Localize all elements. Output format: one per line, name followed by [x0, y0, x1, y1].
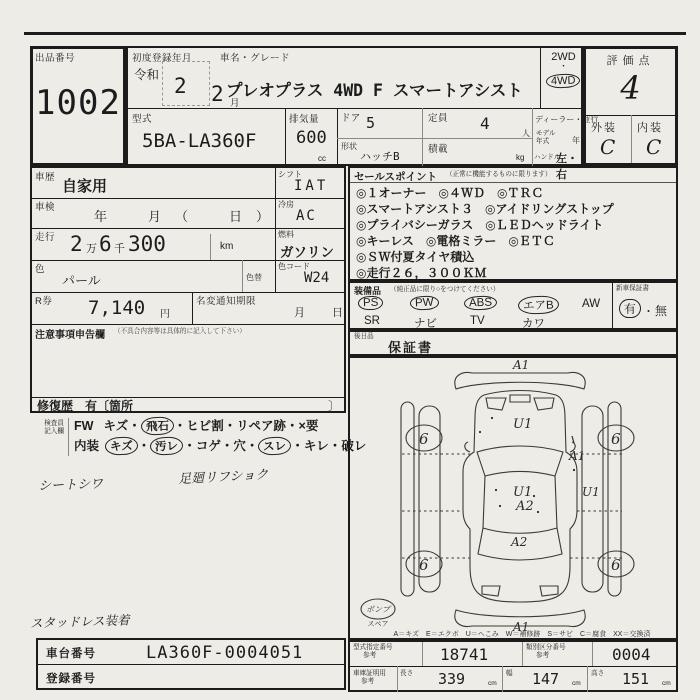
chassis-table — [36, 638, 346, 690]
shift-label: シフト — [278, 170, 302, 179]
type-designation-label: 型式指定番号 参考 — [353, 644, 393, 659]
history-value: 自家用 — [62, 178, 108, 195]
model-code: 5BA-LA360F — [142, 130, 257, 152]
load-unit: kg — [516, 153, 525, 162]
height-unit: cm — [662, 680, 671, 687]
wheel-depth-rl: 6 — [419, 556, 429, 574]
warranty-no: 無 — [655, 304, 668, 318]
label-right-a1: A1 — [569, 449, 586, 463]
divider — [397, 666, 398, 692]
label-hood: U1 — [513, 417, 533, 432]
equipment-airbag: エアB — [518, 295, 559, 314]
length-value: 339 — [438, 670, 466, 688]
interior-stain-circled: 汚レ — [150, 436, 184, 455]
equipment-leather: カワ — [522, 318, 545, 330]
fw-hit-stone-circled: 飛石 — [140, 416, 174, 435]
mileage-d2: 6 — [99, 232, 112, 256]
equipment-pw: PW — [410, 296, 439, 311]
equipment-box — [348, 281, 678, 330]
width-unit: cm — [572, 680, 581, 687]
sales-points-box — [348, 166, 678, 281]
color-row — [32, 260, 344, 293]
equipment-tv: TV — [470, 315, 485, 327]
headlight-right — [534, 398, 554, 410]
fuel-value: ガソリン — [280, 245, 334, 260]
reg-month-suffix: 月 — [230, 98, 241, 109]
fw-label: FW — [74, 419, 94, 433]
dealer-label: ディーラー・並行 — [535, 115, 599, 124]
windshield — [477, 446, 563, 476]
interior-grade: C — [646, 135, 662, 159]
type-designation-number: 18741 — [440, 645, 489, 664]
shape-label: 形状 — [341, 142, 357, 151]
equipment-sr: SR — [364, 315, 380, 327]
auction-number: 1002 — [35, 83, 121, 123]
repair-history-text: 修復歴 有〔箇所 — [37, 399, 134, 413]
warranty-dot: ・ — [643, 306, 654, 318]
history-label: 車歴 — [35, 172, 56, 183]
right-door-panel — [582, 406, 603, 592]
reg-month: 2 — [211, 82, 224, 106]
label-rear-glass-a2: A2 — [511, 535, 528, 549]
pump-label: ポンプ — [366, 605, 390, 614]
divider — [502, 666, 503, 692]
era-label: 令和 — [134, 68, 160, 82]
divider — [285, 108, 286, 166]
divider — [587, 666, 588, 692]
later-items-box — [348, 330, 678, 356]
roof-right-edge — [555, 476, 557, 528]
name-change-day: 日 — [332, 307, 343, 319]
inspector-label: 検査員 記入欄 — [44, 420, 64, 435]
interior-scratch-circled: キズ — [105, 436, 138, 455]
name-change-label: 名変通知期限 — [196, 296, 257, 307]
notes-label: 注意事項申告欄 — [35, 330, 105, 341]
damage-diagram-box — [348, 356, 678, 640]
interior-label: 内装 — [74, 439, 100, 453]
handwritten-note-seat: シートシワ — [37, 476, 104, 495]
recycle-row — [32, 292, 344, 325]
equipment-ps: PS — [358, 296, 384, 311]
interior-label: 内装 — [637, 122, 663, 134]
handwritten-note-studless: スタッドレス装着 — [29, 612, 130, 631]
divider — [350, 666, 676, 667]
score-value: 4 — [620, 69, 641, 107]
spare-label: スペア — [367, 621, 389, 628]
capacity-unit: 人 — [522, 129, 530, 138]
divider — [128, 108, 581, 109]
length-label: 長さ — [400, 670, 414, 677]
car-name: プレオプラス 4WD F スマートアシスト — [226, 81, 523, 100]
color-value: パール — [62, 273, 101, 288]
equipment-note: （純正品に限り○をつけてください） — [390, 286, 500, 293]
divider — [275, 168, 276, 198]
score-label: 評価点 — [606, 55, 655, 67]
wheel-depth-fr: 6 — [611, 430, 621, 448]
registration-number-label: 登録番号 — [46, 673, 96, 685]
auction-number-box — [30, 46, 126, 166]
divider — [275, 260, 276, 292]
divider — [68, 418, 69, 456]
sheet-top-edge — [24, 32, 686, 35]
model-code-label: 型式 — [132, 114, 153, 125]
first-reg-label: 初度登録年月 — [132, 53, 193, 64]
drive-2wd: 2WD — [551, 51, 576, 63]
divider — [631, 115, 632, 163]
drive-dot: ・ — [558, 61, 568, 71]
equipment-navi: ナビ — [414, 318, 437, 330]
warranty-yes-circled: 有 — [619, 299, 642, 319]
label-roof-a2: A2 — [516, 499, 534, 514]
notes-note: （不具合内容等は具体的に記入して下さい） — [114, 328, 246, 335]
inspector-section — [30, 416, 367, 462]
divider — [192, 292, 193, 324]
mileage-d1: 2 — [70, 232, 83, 256]
mileage-label: 走行 — [35, 232, 56, 243]
height-value: 151 — [622, 670, 650, 688]
divider — [522, 642, 523, 666]
sales-points-note: （正常に機能するものに限ります） — [446, 171, 552, 178]
mirror-left — [465, 442, 470, 452]
inspection-value: 年 月（ 日） — [94, 209, 284, 224]
model-year-label-1: モデル — [536, 130, 556, 137]
sales-points-title: セールスポイント — [354, 171, 438, 183]
label-front-bumper: A1 — [513, 358, 530, 372]
warranty-label: 新車保証書 — [616, 285, 649, 292]
equipment-abs: ABS — [464, 295, 497, 310]
vehicle-detail-table — [30, 166, 346, 413]
wheel-depth-fl: 6 — [419, 430, 429, 448]
damage-legend: A＝キズ E＝エクボ U＝ヘこみ W＝補修跡 S＝サビ C＝腐食 XX＝交換済 — [393, 631, 651, 638]
label-right-door-u1: U1 — [582, 485, 600, 499]
divider — [275, 228, 276, 260]
left-sill — [401, 402, 414, 596]
chassis-number: LA360F-0004051 — [146, 643, 304, 663]
color-label: 色 — [35, 264, 46, 275]
roof-left-edge — [483, 476, 485, 528]
mileage-sen: 千 — [114, 243, 125, 255]
label-rear-bumper: A1 — [513, 620, 530, 634]
reg-year: 2 — [174, 74, 187, 98]
car-damage-diagram — [350, 358, 676, 638]
divider — [592, 642, 593, 666]
shift-value: IAT — [294, 178, 329, 194]
inspection-label: 車検 — [35, 202, 56, 213]
length-unit: cm — [488, 680, 497, 687]
width-value: 147 — [532, 670, 560, 688]
divider — [210, 234, 211, 260]
height-label: 高さ — [591, 670, 605, 677]
capacity-label: 定員 — [428, 113, 449, 124]
shape: ハッチB — [360, 150, 400, 163]
interior-row: 内装 キズ ・ 汚レ ・コゲ・穴・ スレ ・キレ・破レ — [74, 436, 366, 455]
inspection-row — [32, 198, 344, 229]
mileage-unit: km — [220, 241, 234, 252]
taillight-right — [540, 586, 558, 596]
later-items-value: 保証書 — [388, 340, 434, 355]
repair-history-bracket: 〕 — [327, 399, 340, 413]
car-name-label: 車名・グレード — [220, 53, 291, 64]
divider — [38, 664, 344, 665]
cooling-label: 冷房 — [278, 200, 294, 209]
drive-4wd-circled: 4WD — [546, 73, 581, 88]
sales-point-line: ◎走行２６，３００ＫＭ — [356, 266, 487, 280]
divider — [422, 642, 423, 666]
displacement-label: 排気量 — [289, 114, 320, 125]
notes-row — [32, 324, 344, 398]
classification-number: 0004 — [612, 645, 651, 664]
front-bumper-outline — [455, 373, 585, 389]
model-year-suffix: 年 — [572, 136, 580, 145]
label-roof-u1: U1 — [513, 485, 533, 500]
width-label: 幅 — [506, 670, 513, 677]
warranty-box — [612, 283, 677, 328]
sales-point-line: ◎ＳＷ付夏タイヤ積込 — [356, 250, 475, 264]
interior-wear-circled: スレ — [258, 436, 292, 455]
divider — [242, 260, 243, 292]
auction-number-label: 出品番号 — [35, 53, 76, 64]
cooling-value: AC — [296, 208, 317, 224]
drive-type-cell — [540, 48, 586, 108]
divider — [337, 138, 532, 139]
sales-point-line: ◎１オーナー ◎４ＷＤ ◎ＴＲＣ — [356, 186, 544, 200]
r-ticket-unit: 円 — [160, 309, 170, 320]
color-code-label: 色コード — [278, 262, 310, 271]
wheel-depth-rr: 6 — [611, 556, 621, 574]
divider — [422, 108, 423, 166]
capacity: 4 — [480, 114, 490, 133]
classification-label: 類別区分番号 参考 — [526, 644, 566, 659]
chassis-label: 車台番号 — [46, 648, 96, 660]
exterior-label: 外装 — [591, 122, 617, 134]
equipment-aw: AW — [582, 298, 601, 310]
fw-row: FW キズ・ 飛石 ・ヒビ割・リペア跡・×要 — [74, 416, 318, 435]
grille — [510, 395, 530, 402]
color-code: W24 — [304, 270, 330, 286]
displacement-unit: cc — [318, 154, 326, 163]
history-row — [32, 168, 344, 199]
repair-history-row — [32, 397, 344, 413]
doors: 5 — [366, 114, 376, 132]
sales-point-line: ◎プライバシーガラス ◎ＬＥＤヘッドライト — [356, 218, 604, 232]
equipment-title: 装備品 — [354, 286, 382, 296]
sales-point-line: ◎スマートアシスト３ ◎アイドリングストップ — [356, 202, 614, 216]
r-ticket-value: 7,140 — [88, 297, 146, 319]
handle-label: ハンドル — [534, 154, 561, 161]
name-change-month: 月 — [294, 307, 305, 319]
doors-label: ドア — [341, 113, 361, 124]
load-label: 積載 — [428, 144, 449, 155]
handwritten-note-underbody: 足廻リフショク — [177, 467, 269, 488]
sales-points-header — [350, 168, 676, 183]
score-box — [583, 46, 678, 166]
displacement: 600 — [296, 128, 327, 148]
registration-info-table — [348, 640, 678, 692]
later-items-label: 後日品 — [354, 333, 374, 340]
taillight-left — [482, 586, 500, 596]
color-change-label: 色替 — [246, 273, 262, 282]
mileage-row — [32, 228, 344, 261]
headlight-left — [486, 398, 506, 410]
exterior-grade: C — [600, 135, 616, 159]
garage-cert-label: 車庫証明用 参考 — [353, 670, 386, 685]
sales-point-line: ◎キーレス ◎電格ミラー ◎ＥＴＣ — [356, 234, 555, 248]
mileage-d3: 300 — [128, 232, 166, 256]
r-ticket-label: R券 — [35, 296, 53, 307]
handle-value: 左・右 — [556, 153, 578, 181]
mileage-man: 万 — [86, 243, 97, 255]
divider — [532, 108, 533, 166]
model-year-label-2: 年式 — [536, 138, 550, 145]
fuel-label: 燃料 — [278, 230, 294, 239]
divider — [337, 108, 338, 166]
